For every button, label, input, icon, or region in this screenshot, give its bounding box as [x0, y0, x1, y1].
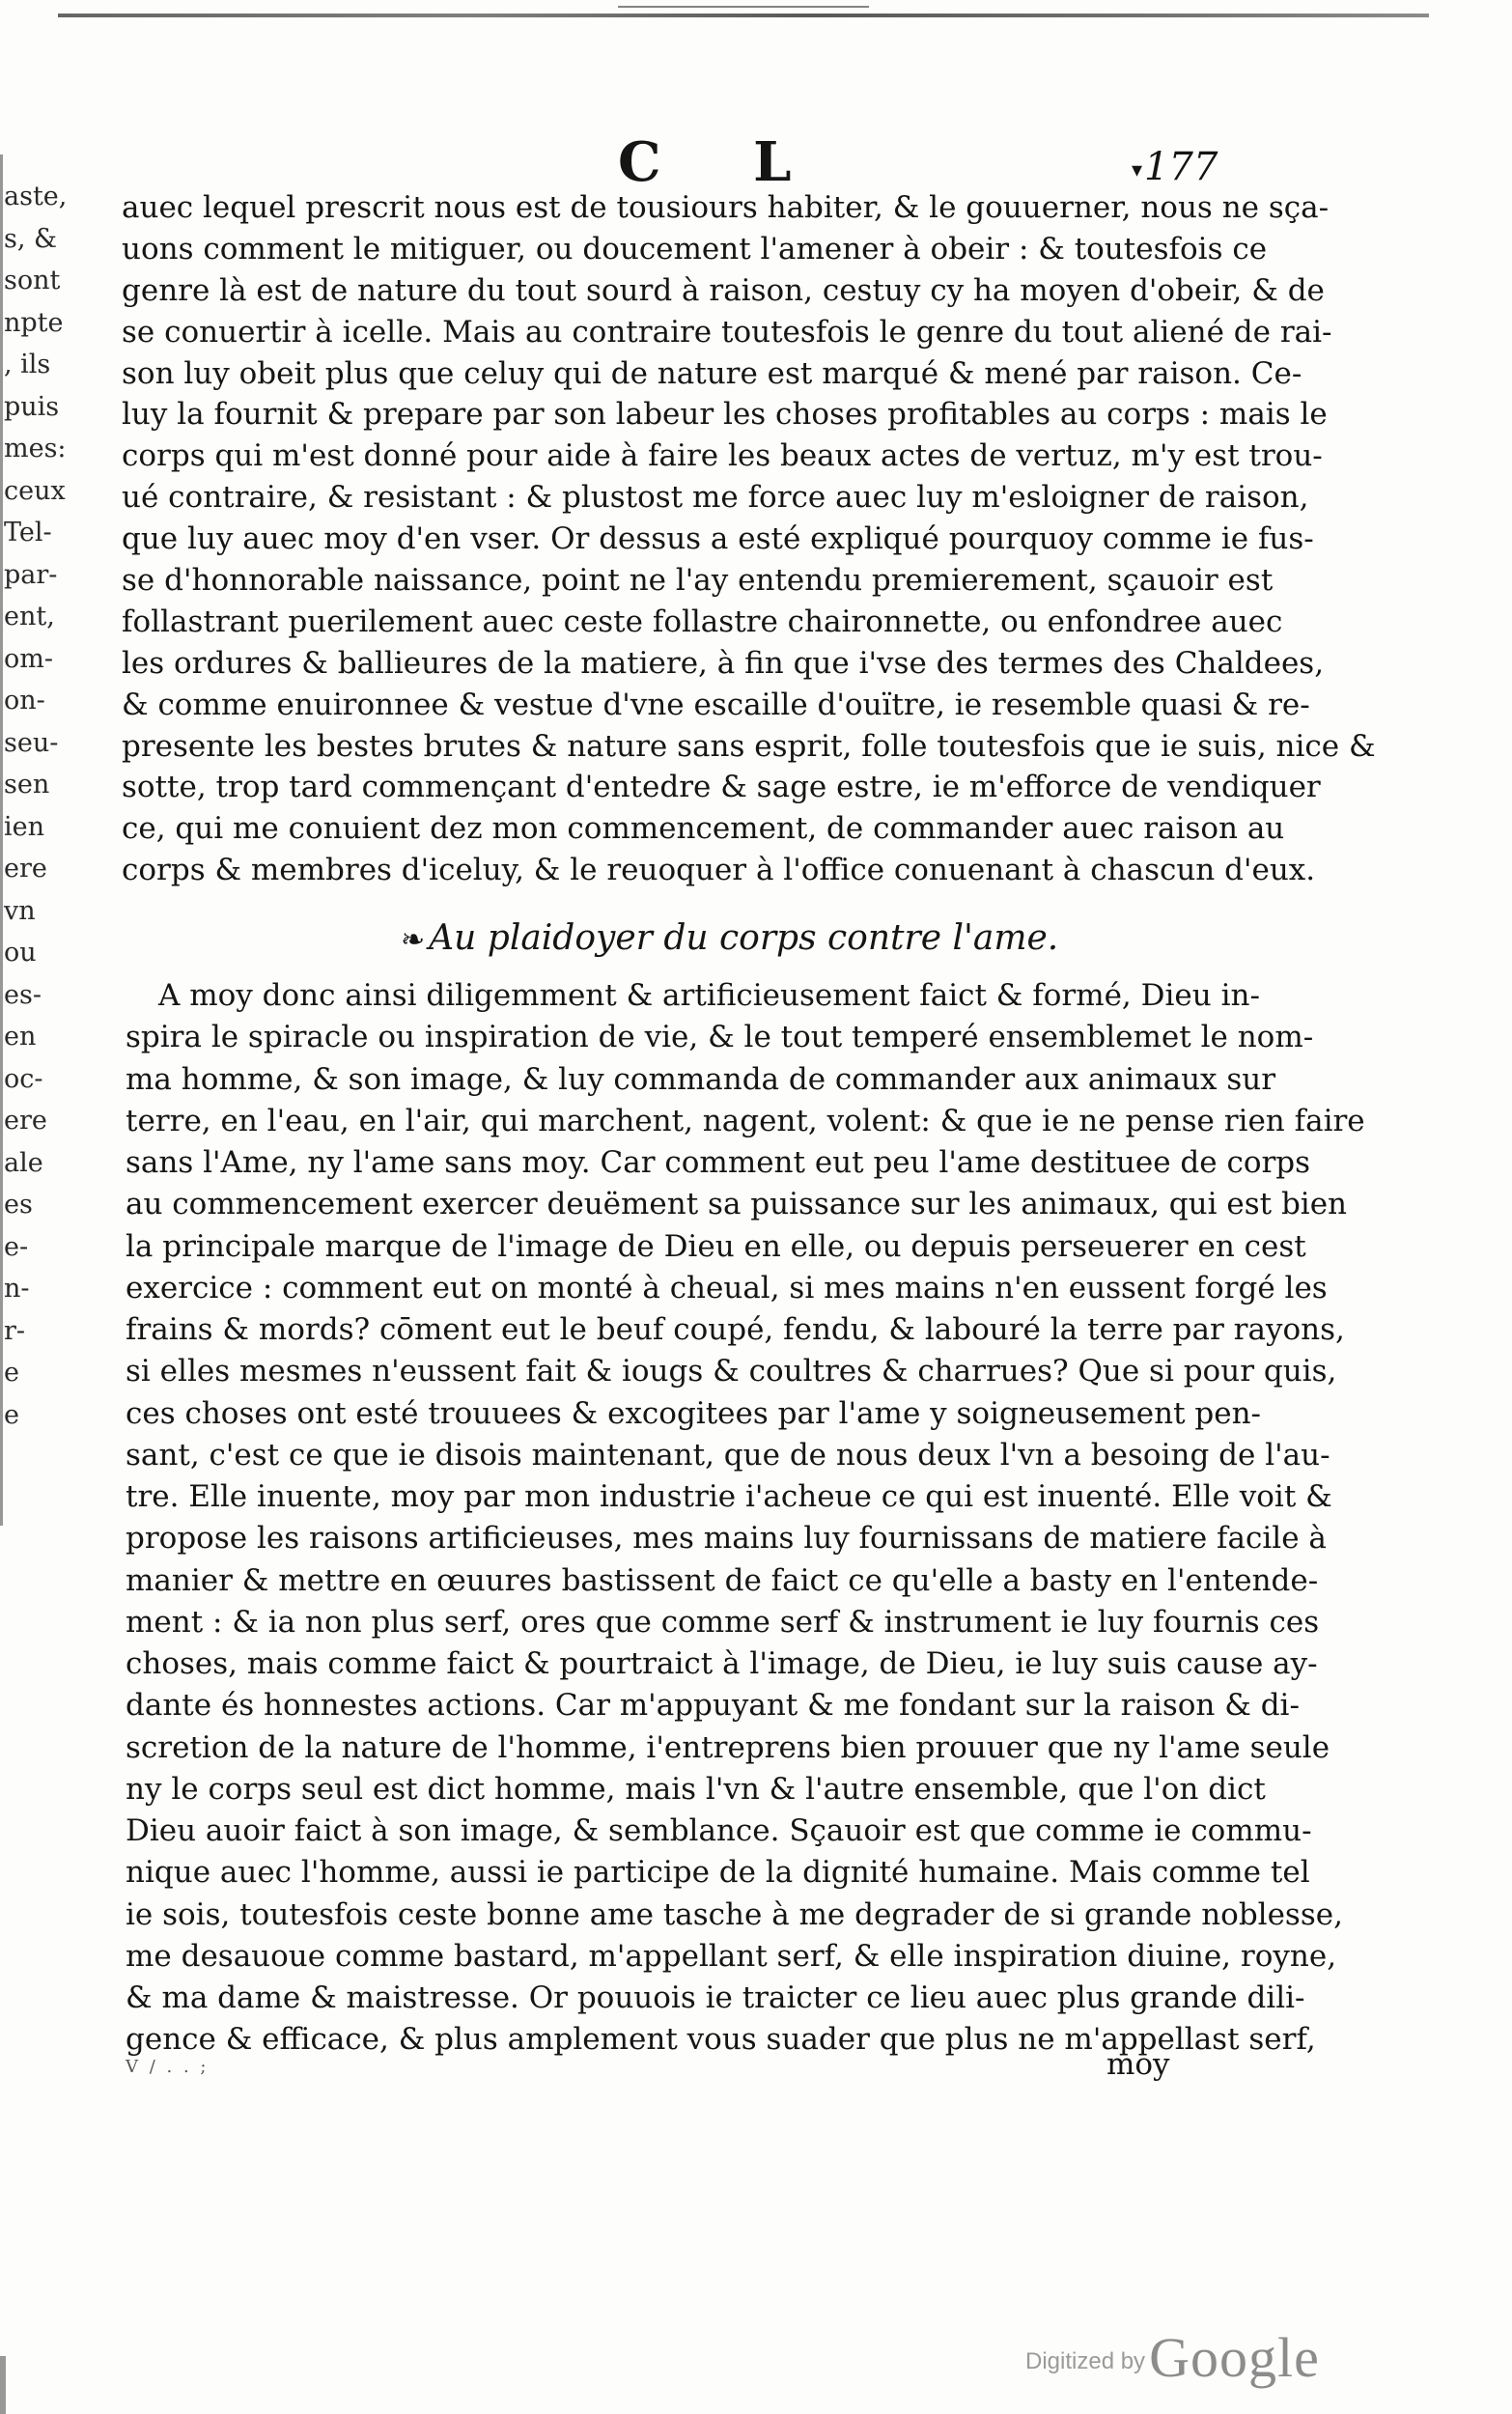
- text-line: gence & efficace, & plus amplement vous suader que plus ne m'appellast serf,: [126, 2022, 1316, 2058]
- text-line: ma homme, & son image, & luy commanda de commander aux animaux sur: [126, 1061, 1276, 1097]
- text-line: si elles mesmes n'eussent fait & iougs & coultres & charrues? Que si pour quis,: [126, 1354, 1337, 1389]
- margin-fragment: r-: [4, 1315, 26, 1346]
- margin-fragment: ou: [4, 938, 37, 968]
- margin-fragment: puis: [4, 391, 60, 422]
- section-heading-text: Au plaidoyer du corps contre l'ame.: [429, 918, 1059, 958]
- margin-fragment: vn: [4, 895, 36, 926]
- text-line: sant, c'est ce que ie disois maintenant, que de nous deux l'vn a besoing de l'au-: [126, 1437, 1330, 1473]
- text-line: ce, qui me conuient dez mon commencement, de commander auec raison au: [122, 811, 1285, 847]
- fleuron-icon: ❧: [401, 923, 426, 957]
- text-line: exercice : comment eut on monté à cheual, si mes mains n'en eussent forgé les: [126, 1270, 1328, 1305]
- margin-fragment: npte: [4, 307, 64, 338]
- text-line: presente les bestes brutes & nature sans esprit, folle toutesfois que ie suis, nice &: [122, 728, 1376, 764]
- facing-page-edge: [0, 154, 3, 1526]
- margin-fragment: ere: [4, 854, 47, 884]
- bottom-fragment: V / . . ;: [126, 2057, 210, 2077]
- margin-fragment: mes:: [4, 434, 67, 463]
- margin-fragment: n-: [4, 1274, 30, 1304]
- catchword: moy: [1106, 2047, 1170, 2082]
- text-line: follastrant puerilement auec ceste follastre chaironnette, ou enfondree auec: [122, 604, 1283, 639]
- margin-fragment: ceux: [4, 475, 66, 506]
- text-line: frains & mords? cōment eut le beuf coupé, fendu, & labouré la terre par rayons,: [126, 1312, 1345, 1347]
- margin-fragment: es-: [4, 979, 42, 1010]
- text-line: auec lequel prescrit nous est de tousiours habiter, & le gouuerner, nous ne sça-: [122, 190, 1330, 225]
- text-line: la principale marque de l'image de Dieu en elle, ou depuis perseuerer en cest: [126, 1228, 1306, 1264]
- google-watermark: [1025, 2325, 1320, 2390]
- text-line: propose les raisons artificieuses, mes mains luy fournissans de matiere facile à: [126, 1521, 1327, 1557]
- margin-fragment: sont: [4, 266, 61, 295]
- text-line: me desauoue comme bastard, m'appellant serf, & elle inspiration diuine, royne,: [126, 1938, 1337, 1974]
- text-line: dante és honnestes actions. Car m'appuyant & me fondant sur la raison & di-: [126, 1688, 1300, 1724]
- text-line: ie sois, toutesfois ceste bonne ame tasche à me degrader de si grande noblesse,: [126, 1896, 1343, 1932]
- text-line: & comme enuironnee & vestue d'vne escaille d'ouïtre, ie resemble quasi & re-: [122, 687, 1310, 722]
- text-line: se conuertir à icelle. Mais au contraire toutesfois le genre du tout aliené de rai-: [122, 314, 1332, 350]
- margin-fragment: seu-: [4, 727, 59, 758]
- margin-fragment: om-: [4, 643, 53, 674]
- margin-fragment: ent,: [4, 602, 55, 632]
- text-line: sotte, trop tard commençant d'entedre & sage estre, ie m'efforce de vendiquer: [122, 770, 1321, 805]
- margin-fragment: en: [4, 1022, 37, 1052]
- margin-fragment: oc-: [4, 1063, 43, 1094]
- text-section-1: [122, 187, 1376, 891]
- margin-fragment: sen: [4, 770, 50, 800]
- watermark-by-text: Digitized by: [1025, 2348, 1146, 2374]
- text-line: genre là est de nature du tout sourd à raison, cestuy cy ha moyen d'obeir, & de: [122, 272, 1325, 308]
- text-line: sans l'Ame, ny l'ame sans moy. Car comment eut peu l'ame destituee de corps: [126, 1145, 1311, 1180]
- text-line: son luy obeit plus que celuy qui de nature est marqué & mené par raison. Ce-: [122, 355, 1302, 391]
- text-line: nique auec l'homme, aussi ie participe de la dignité humaine. Mais comme tel: [126, 1855, 1310, 1891]
- text-line: tre. Elle inuente, moy par mon industrie i'acheue ce qui est inuenté. Elle voit &: [126, 1479, 1332, 1514]
- facing-page-margin-fragments: [4, 176, 68, 1436]
- margin-fragment: par-: [4, 559, 58, 590]
- margin-fragment: ale: [4, 1147, 43, 1178]
- margin-fragment: e: [4, 1358, 19, 1388]
- margin-fragment: on-: [4, 686, 45, 716]
- text-line: corps & membres d'iceluy, & le reuoquer à l'office conuenant à chascun d'eux.: [122, 853, 1316, 888]
- scan-top-mark: [618, 6, 869, 14]
- text-line: ces choses ont esté trouuees & excogitees par l'ame y soigneusement pen-: [126, 1395, 1262, 1431]
- text-line: les ordures & ballieures de la matiere, à fin que i'vse des termes des Chaldees,: [122, 645, 1325, 681]
- text-line: au commencement exercer deuëment sa puissance sur les animaux, qui est bien: [126, 1187, 1348, 1222]
- text-section-2: [126, 975, 1365, 2062]
- text-line: que luy auec moy d'en vser. Or dessus a esté expliqué pourquoy comme ie fus-: [122, 521, 1314, 557]
- scan-top-edge: [58, 14, 1429, 17]
- running-head: C L: [618, 130, 828, 194]
- text-line: se d'honnorable naissance, point ne l'ay entendu premierement, sçauoir est: [122, 563, 1274, 599]
- margin-fragment: , ils: [4, 350, 51, 379]
- margin-fragment: Tel-: [4, 518, 52, 547]
- folio-mark-icon: ▾: [1132, 157, 1143, 182]
- margin-fragment: ere: [4, 1106, 47, 1136]
- text-line: terre, en l'eau, en l'air, qui marchent, nagent, volent: & que ie ne pense rien faire: [126, 1103, 1365, 1138]
- text-line: Dieu auoir faict à son image, & semblance. Sçauoir est que comme ie commu-: [126, 1813, 1312, 1848]
- text-line: choses, mais comme faict & pourtraict à l'image, de Dieu, ie luy suis cause ay-: [126, 1646, 1318, 1681]
- scan-corner-mark: [0, 2356, 6, 2414]
- page-number: [1132, 145, 1218, 189]
- margin-fragment: e-: [4, 1231, 29, 1262]
- text-line: spira le spiracle ou inspiration de vie, & le tout temperé ensemblemet le nom-: [126, 1020, 1314, 1055]
- text-line: corps qui m'est donné pour aide à faire les beaux actes de vertuz, m'y est trou-: [122, 438, 1323, 474]
- text-line: ment : & ia non plus serf, ores que comme serf & instrument ie luy fournis ces: [126, 1604, 1320, 1640]
- margin-fragment: s, &: [4, 223, 58, 254]
- margin-fragment: e: [4, 1399, 19, 1430]
- margin-fragment: aste,: [4, 182, 68, 211]
- text-line: ué contraire, & resistant : & plustost me force auec luy m'esloigner de raison,: [122, 480, 1309, 516]
- text-line: & ma dame & maistresse. Or pouuois ie traicter ce lieu auec plus grande dili-: [126, 1980, 1305, 2015]
- margin-fragment: ien: [4, 811, 45, 842]
- text-line: luy la fournit & prepare par son labeur les choses profitables au corps : mais le: [122, 397, 1328, 433]
- margin-fragment: es: [4, 1190, 33, 1220]
- folio-number: 177: [1144, 145, 1218, 189]
- text-line: uons comment le mitiguer, ou doucement l'amener à obeir : & toutesfois ce: [122, 231, 1268, 267]
- text-line: manier & mettre en œuures bastissent de faict ce qu'elle a basty en l'entende-: [126, 1562, 1319, 1598]
- section-heading: [401, 918, 1058, 958]
- text-line: scretion de la nature de l'homme, i'entreprens bien prouuer que ny l'ame seule: [126, 1729, 1330, 1765]
- google-logo: Google: [1149, 2326, 1320, 2389]
- text-line: A moy donc ainsi diligemment & artificieusement faict & formé, Dieu in-: [158, 978, 1260, 1013]
- text-line: ny le corps seul est dict homme, mais l'vn & l'autre ensemble, que l'on dict: [126, 1771, 1266, 1807]
